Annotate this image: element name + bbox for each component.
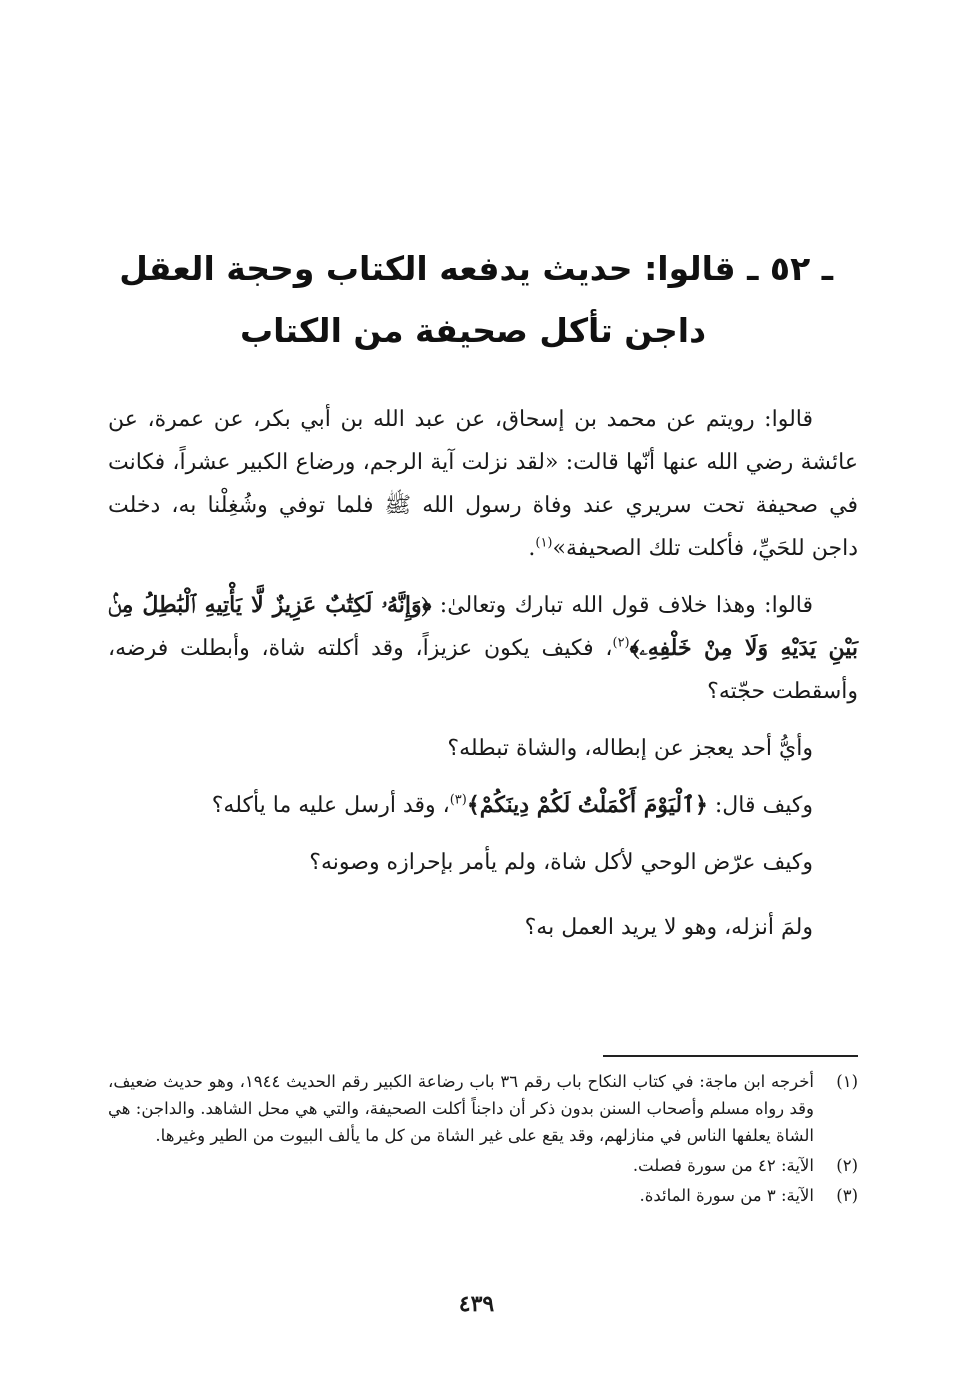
paragraph-1 — [108, 398, 858, 570]
paragraph-5: وكيف عرّض الوحي لأكل شاة، ولم يأمر بإحرازه وصونه؟ — [309, 850, 813, 875]
chapter-title — [73, 238, 833, 362]
paragraph-2 — [108, 584, 858, 713]
footnote-text: الآية: ٤٢ من سورة فصلت. — [632, 1156, 814, 1175]
footnote-3 — [108, 1182, 858, 1209]
main-text — [108, 398, 858, 963]
footnote-text: الآية: ٣ من سورة المائدة. — [639, 1186, 814, 1205]
footnote-text: أخرجه ابن ماجة: في كتاب النكاح باب رقم ٣٦ باب رضاعة الكبير رقم الحديث ١٩٤٤، وهو حديث ضعيف، وقد رواه مسلم وأصحاب السنن بدون ذكر أن داجناً أكلت الصحيفة، والتي هي محل الشاهد. والداجن: هي الشاة يعلفها الناس في منازلهم، وقد يقع على غير الشاة من كل ما يألف البيوت من الطير وغيرها. — [108, 1072, 814, 1145]
paragraph-3: وأيُّ أحد يعجز عن إبطاله، والشاة تبطله؟ — [447, 736, 813, 761]
paragraph-2-after: ، فكيف يكون عزيزاً، وقد أكلته شاة، وأبطلت فرضه، وأسقطت حجّته؟ — [108, 636, 858, 704]
footnote-ref-1: (١) — [535, 535, 553, 551]
footnote-number: (١) — [836, 1072, 858, 1091]
footnote-separator — [603, 1055, 858, 1057]
paragraph-1-text: قالوا: رويتم عن محمد بن إسحاق، عن عبد الله بن أبي بكر، عن عمرة، عن عائشة رضي الله عنها أنّها قالت: «لقد نزلت آية الرجم، ورضاع الكبير عشراً، فكانت في صحيفة تحت سريري عند وفاة رسول الله ﷺ فلما توفي وشُغِلْنا به، دخلت داجن للحَيِّ، فأكلت تلك الصحيفة» — [108, 407, 858, 561]
footnote-number: (٣) — [836, 1186, 858, 1205]
quran-verse-fussilat: ﴿وَإِنَّهُۥ لَكِتَٰبٌ عَزِيزٌ لَّا يَأْتِيهِ ٱلْبَٰطِلُ مِنۢ بَيْنِ يَدَيْهِ وَلَا مِنْ خَلْفِهِۦ﴾ — [108, 592, 858, 661]
footnotes — [108, 1068, 858, 1212]
chapter-title-line-1: ـ ٥٢ ـ قالوا: حديث يدفعه الكتاب وحجة العقل — [119, 249, 833, 288]
paragraph-1-end: . — [528, 536, 536, 561]
page-number: ٤٣٩ — [458, 1291, 495, 1317]
paragraph-4 — [108, 784, 858, 827]
footnote-1 — [108, 1068, 858, 1149]
footnote-2 — [108, 1152, 858, 1179]
paragraph-4-after: ، وقد أرسل عليه ما يأكله؟ — [211, 793, 450, 818]
chapter-title-line-2: داجن تأكل صحيفة من الكتاب — [239, 311, 707, 350]
paragraph-4-before: وكيف قال: — [707, 793, 813, 818]
footnote-ref-3: (٣) — [449, 792, 467, 808]
footnote-number: (٢) — [836, 1156, 858, 1175]
paragraph-6: ولمَ أنزله، وهو لا يريد العمل به؟ — [524, 915, 813, 940]
quran-verse-maidah: ﴿ٱلْيَوْمَ أَكْمَلْتُ لَكُمْ دِينَكُمْ﴾ — [466, 792, 708, 818]
footnote-ref-2: (٢) — [612, 635, 630, 651]
paragraph-2-before: قالوا: وهذا خلاف قول الله تبارك وتعالىٰ: — [431, 593, 813, 618]
